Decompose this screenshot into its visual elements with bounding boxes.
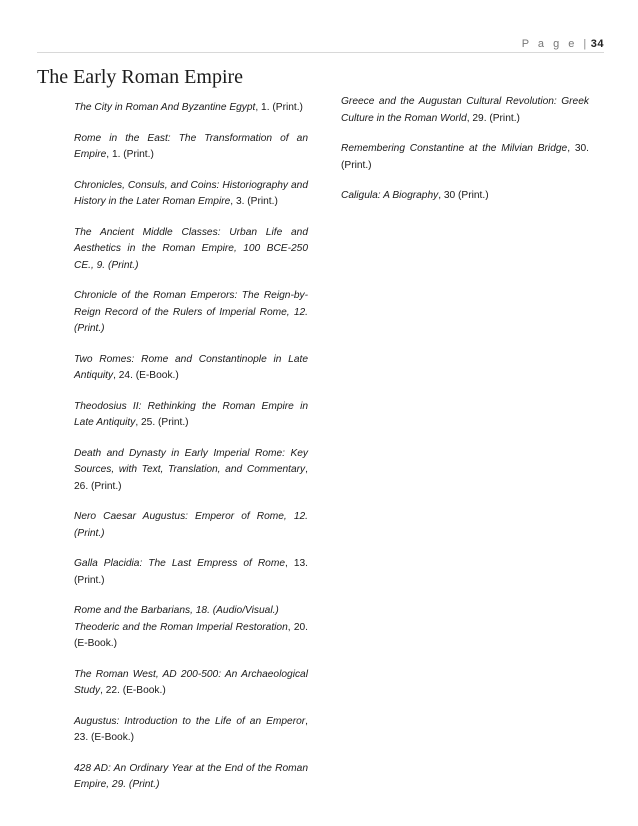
citation-details: , 24. (E-Book.) xyxy=(113,370,179,381)
citation-entry xyxy=(74,100,308,117)
citation-entry xyxy=(341,188,589,205)
citation-entry xyxy=(74,667,308,700)
citation-entry xyxy=(74,714,308,747)
citation-entry xyxy=(74,288,308,338)
citation-title: Augustus: Introduction to the Life of an Emperor xyxy=(74,715,306,727)
citation-details: , 26. (Print.) xyxy=(74,464,308,492)
citation-title: Galla Placidia: The Last Empress of Rome xyxy=(74,558,285,569)
citation-title: Nero Caesar Augustus: Emperor of Rome, 12. (Print.) xyxy=(74,511,308,539)
citation-entry xyxy=(74,603,308,620)
citation-title: Caligula: A Biography xyxy=(341,190,439,201)
citation-details: , 13. (Print.) xyxy=(74,558,308,586)
citation-entry xyxy=(341,94,589,127)
section-title: The Early Roman Empire xyxy=(37,66,244,88)
citation-details: , 1. (Print.) xyxy=(106,149,154,160)
citation-title: Death and Dynasty in Early Imperial Rome: Key Sources, with Text, Translation, and Commentary xyxy=(74,447,308,475)
citation-title: 428 AD: An Ordinary Year at the End of the Roman Empire, 29. (Print.) xyxy=(74,762,308,790)
citation-details: , 25. (Print.) xyxy=(135,417,189,428)
page-number: 34 xyxy=(590,38,604,50)
citation-title: Theoderic and the Roman Imperial Restoration xyxy=(74,621,288,633)
citation-title: Greece and the Augustan Cultural Revolution: Greek Culture in the Roman World xyxy=(341,96,589,124)
citation-title: Remembering Constantine at the Milvian Bridge xyxy=(341,143,568,154)
citation-entry xyxy=(74,556,308,589)
citation-title: The City in Roman And Byzantine Egypt xyxy=(74,102,256,113)
citation-title: Theodosius II: Rethinking the Roman Empire in Late Antiquity xyxy=(74,400,308,428)
citation-entry xyxy=(74,620,308,653)
citation-entry xyxy=(74,761,308,794)
citation-details: , 20. (E-Book.) xyxy=(74,621,308,649)
citation-entry xyxy=(74,178,308,211)
citation-details: , 1. (Print.) xyxy=(255,102,303,113)
citation-details: , 29. (Print.) xyxy=(466,112,520,124)
page-header xyxy=(522,38,604,50)
citation-title: Chronicles, Consuls, and Coins: Historiography and History in the Later Roman Empire xyxy=(74,179,308,207)
citation-entry xyxy=(74,509,308,542)
citation-title: Rome and the Barbarians, 18. (Audio/Visual.) xyxy=(74,605,279,616)
citation-entry xyxy=(74,225,308,275)
citation-title: Two Romes: Rome and Constantinople in Late Antiquity xyxy=(74,353,308,381)
citation-details: , 3. (Print.) xyxy=(230,196,278,207)
citation-entry xyxy=(74,352,308,385)
citation-details: , 22. (E-Book.) xyxy=(100,685,166,696)
citation-entry xyxy=(74,131,308,164)
left-column xyxy=(74,100,308,808)
citation-title: The Roman West, AD 200-500: An Archaeological Study xyxy=(74,668,308,696)
citation-entry xyxy=(74,399,308,432)
citation-title: The Ancient Middle Classes: Urban Life and Aesthetics in the Roman Empire, 100 BCE-250 CE., 9. (Print.) xyxy=(74,226,308,271)
header-rule xyxy=(37,52,604,53)
citation-entry xyxy=(74,446,308,496)
page-label: P a g e xyxy=(521,38,578,50)
citation-details: , 23. (E-Book.) xyxy=(74,715,308,743)
right-column xyxy=(341,94,589,219)
citation-details: , 30 (Print.) xyxy=(438,190,489,201)
citation-title: Rome in the East: The Transformation of an Empire xyxy=(74,132,308,160)
citation-title: Chronicle of the Roman Emperors: The Reign-by-Reign Record of the Rulers of Imperial Rome, 12. (Print.) xyxy=(74,290,308,334)
citation-details: , 30. (Print.) xyxy=(341,143,590,171)
citation-entry xyxy=(341,141,589,174)
page-separator: | xyxy=(583,38,587,50)
